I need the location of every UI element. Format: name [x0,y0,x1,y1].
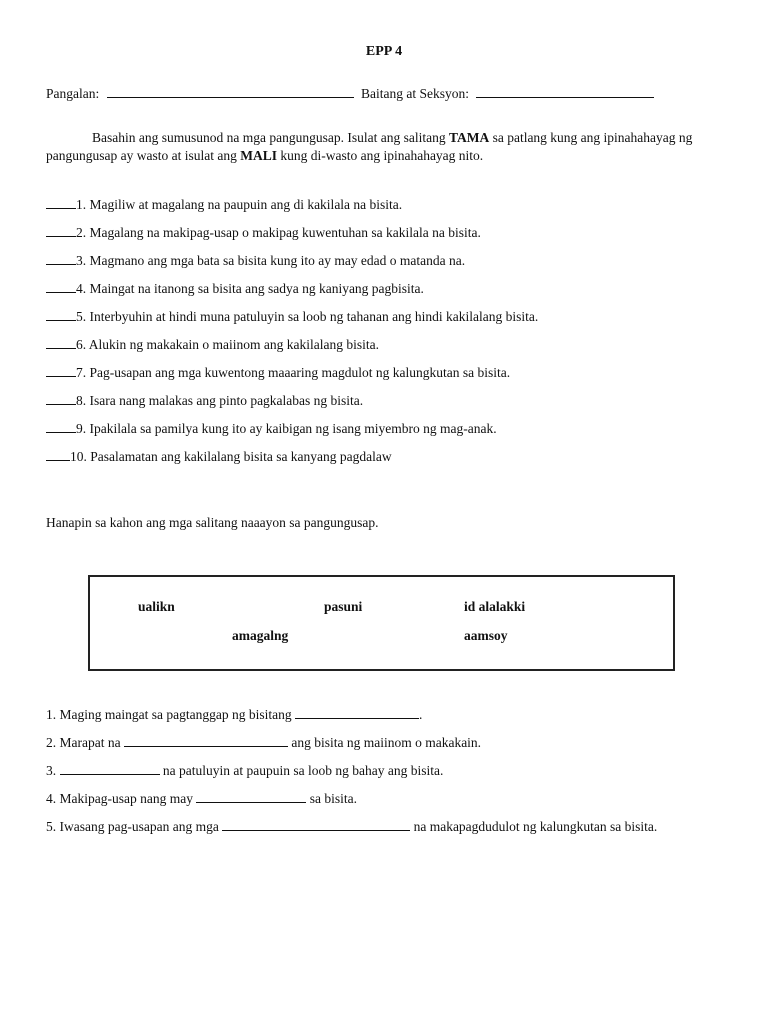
list-item [46,280,538,308]
fill-text-before: 4. Makipag-usap nang may [46,791,197,806]
fill-text-after: na makapagdudulot ng kalungkutan sa bisita. [410,819,658,834]
word-box [88,575,675,671]
scrambled-word: id alalakki [464,599,526,614]
item-text: Alukin ng makakain o maiinom ang kakilalang bisita. [88,337,379,352]
item-text: Maingat na itanong sa bisita ang sadya ng kaniyang pagbisita. [89,281,424,296]
answer-blank [46,392,76,405]
item-text: Interbyuhin at hindi muna patuluyin sa loob ng tahanan ang hindi kakilalang bisita. [89,309,539,324]
item-number: 9. [76,421,87,436]
fill-text-before: 2. Marapat na [46,735,124,750]
fill-in-list [46,706,657,846]
list-item [46,308,538,336]
fill-text-after: . [418,707,423,722]
scrambled-word: ualikn [138,599,175,614]
item-number: 6. [76,337,87,352]
answer-blank [46,224,76,237]
true-false-list [46,196,538,476]
item-text: Isara nang malakas ang pinto pagkalabas ng bisita. [89,393,364,408]
name-label: Pangalan: [46,86,100,101]
list-item [46,706,657,734]
worksheet-title: EPP 4 [365,44,403,59]
answer-blank [46,420,76,433]
grade-section-label: Baitang at Seksyon: [361,86,469,101]
item-number: 8. [76,393,87,408]
list-item [46,392,538,420]
answer-blank [46,280,76,293]
fill-blank [222,818,410,831]
list-item [46,420,538,448]
answer-blank [46,252,76,265]
name-blank [107,85,354,98]
fill-blank [295,706,419,719]
answer-blank [46,196,76,209]
item-text: Magmano ang mga bata sa bisita kung ito ay may edad o matanda na. [89,253,466,268]
answer-blank [46,448,70,461]
instruction-keyword-tama: TAMA [448,130,490,145]
fill-text-before: 1. Maging maingat sa pagtanggap ng bisitang [46,707,295,722]
scrambled-word: pasuni [324,599,363,614]
fill-blank [196,790,306,803]
fill-text-before: 5. Iwasang pag-usapan ang mga [46,819,223,834]
fill-blank [60,762,160,775]
item-number: 2. [76,225,87,240]
answer-blank [46,364,76,377]
list-item [46,818,657,846]
list-item [46,734,657,762]
scrambled-word: aamsoy [464,628,508,643]
list-item [46,364,538,392]
item-number: 7. [76,365,87,380]
item-text: Pag-usapan ang mga kuwentong maaaring magdulot ng kalungkutan sa bisita. [89,365,511,380]
item-number: 4. [76,281,87,296]
list-item [46,252,538,280]
item-text: Pasalamatan ang kakilalang bisita sa kanyang pagdalaw [90,449,392,464]
item-number: 10. [70,449,87,464]
list-item [46,762,657,790]
student-info-line [46,85,654,102]
list-item [46,448,538,476]
fill-text-after: ang bisita ng maiinom o makakain. [287,735,482,750]
instruction-paragraph-1 [46,129,726,165]
fill-text-before: 3. [46,763,60,778]
fill-blank [124,734,288,747]
instruction-paragraph-2: Hanapin sa kahon ang mga salitang naaayon sa pangungusap. [46,515,379,530]
instruction-keyword-mali: MALI [240,148,277,163]
instruction-text: sa patlang kung ang ipinahahayag ng pangungusap ay wasto at isulat ang [46,130,693,163]
item-text: Ipakilala sa pamilya kung ito ay kaibigan ng isang miyembro ng mag-anak. [89,421,497,436]
answer-blank [46,336,76,349]
instruction-text: Basahin ang sumusunod na mga pangungusap. Isulat ang salitang [92,130,449,145]
item-number: 3. [76,253,87,268]
instruction-text: kung di-wasto ang ipinahahayag nito. [276,148,484,163]
item-number: 5. [76,309,87,324]
item-text: Magalang na makipag-usap o makipag kuwentuhan sa kakilala na bisita. [89,225,481,240]
list-item [46,336,538,364]
list-item [46,196,538,224]
answer-blank [46,308,76,321]
fill-text-after: na patuluyin at paupuin sa loob ng bahay ang bisita. [159,763,444,778]
grade-section-blank [476,85,654,98]
list-item [46,224,538,252]
list-item [46,790,657,818]
fill-text-after: sa bisita. [306,791,357,806]
scrambled-word: amagalng [232,628,289,643]
item-number: 1. [76,197,87,212]
item-text: Magiliw at magalang na paupuin ang di kakilala na bisita. [89,197,403,212]
